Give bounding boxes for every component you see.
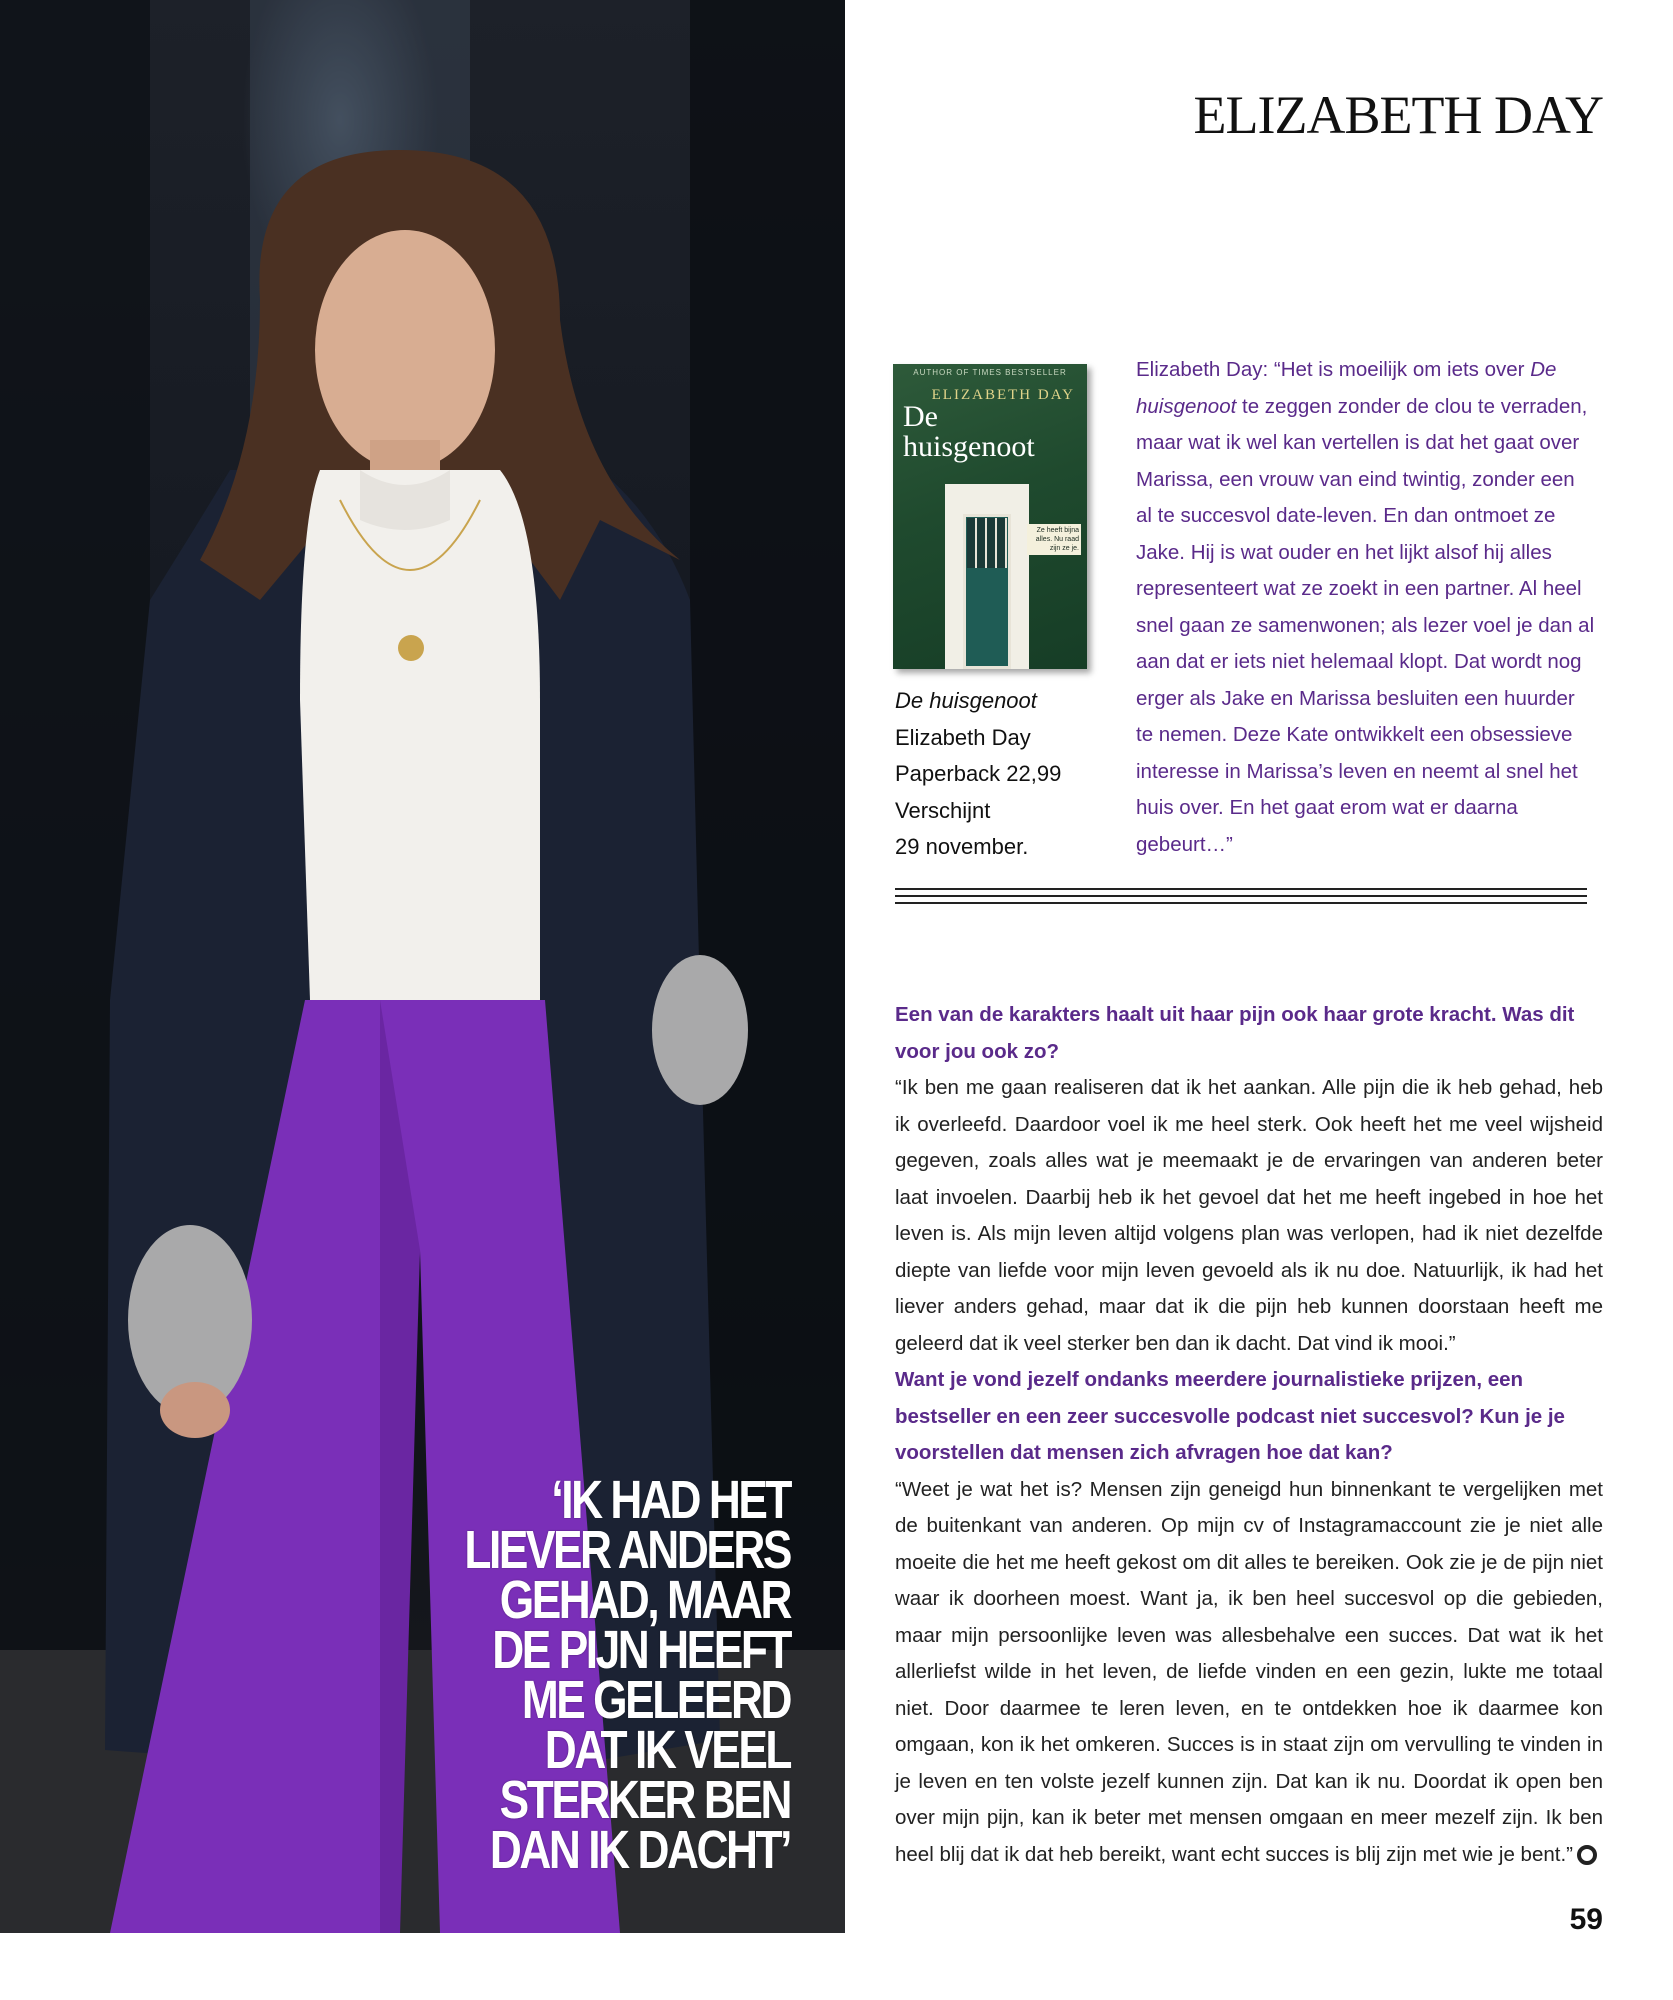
cover-title: [903, 402, 1035, 462]
end-mark-icon: [1577, 1845, 1597, 1865]
cover-author: ELIZABETH DAY: [931, 387, 1075, 403]
answer-1: “Ik ben me gaan realiseren dat ik het aankan. Alle pijn die ik heb gehad, heb ik overleefd. Daardoor voel ik me heel sterk. Ook heeft het me veel wijsheid gegeven, zoals alles wat je meemaakt je de ervaringen van anderen beter laat invoelen. Daarbij heb ik het gevoel dat het me heeft ingebed in hoe het leven is. Als mijn leven altijd volgens plan was verlopen, had ik niet dezelfde diepte van liefde voor mijn leven gevoeld als ik nu doe. Natuurlijk, ik had het liever anders gehad, maar dat ik die pijn heb kunnen doorstaan heeft me geleerd dat ik veel sterker ben dan ik dacht. Dat vind ik mooi.”: [895, 1076, 1603, 1355]
cover-title-line-2: huisgenoot: [903, 430, 1035, 463]
portrait-photo: [0, 0, 845, 1933]
divider-line: [895, 895, 1587, 897]
door-window-illustration: [967, 518, 1007, 568]
answer-2: [895, 1472, 1603, 1874]
intro-part-1: Elizabeth Day: “Het is moeilijk om iets over: [1136, 358, 1531, 381]
book-author: Elizabeth Day: [895, 724, 1031, 750]
cover-title-line-1: De: [903, 400, 938, 433]
cover-tag: Ze heeft bijna alles. Nu raad zijn ze je.: [1027, 524, 1081, 555]
page-number: 59: [1569, 1903, 1603, 1936]
book-format: Paperback 22,99: [895, 761, 1062, 786]
divider-line: [895, 902, 1587, 904]
book-title: De huisgenoot: [895, 688, 1037, 713]
question-1: Een van de karakters haalt uit haar pijn ook haar grote kracht. Was dit voor jou ook zo?: [895, 1003, 1575, 1063]
divider-line: [895, 888, 1587, 890]
intro-book-title: De huisgenoot: [1136, 358, 1557, 418]
question-2: Want je vond jezelf ondanks meerdere journalistieke prijzen, een bestseller en een zeer succesvolle podcast niet succesvol? Kun je je voorstellen dat mensen zich afvragen hoe dat kan?: [895, 1368, 1565, 1464]
cover-tagline: AUTHOR OF TIMES BESTSELLER: [913, 368, 1067, 377]
page-heading: ELIZABETH DAY: [1193, 85, 1603, 145]
book-release-date: 29 november.: [895, 834, 1029, 859]
interview-body: [895, 997, 1603, 1873]
book-release-label: Verschijnt: [895, 797, 991, 823]
book-info: [895, 683, 1095, 866]
pull-quote: ‘IK HAD HET LIEVER ANDERS GEHAD, MAAR DE PIJN HEEFT ME GELEERD DAT IK VEEL STERKER BEN DAN IK DACHT’: [464, 1470, 790, 1880]
answer-2-text: “Weet je wat het is? Mensen zijn geneigd hun binnenkant te vergelijken met de buitenkant van anderen. Op mijn cv of Instagramaccount zie je niet alle moeite die het me heeft gekost om dit alles te bereiken. Ook zie je de pijn niet waar ik doorheen moest. Want ja, ik ben heel succesvol op die gebieden, maar mijn persoonlijke leven was allesbehalve een succes. Dat wat ik het allerliefst wilde in het leven, de liefde vinden en een gezin, lukte me totaal niet. Door daarmee te leren leven, en te ontdekken hoe ik daarmee kon omgaan, kon ik het omkeren. Succes is in staat zijn om vervulling te vinden in je leven en ten volste jezelf kunnen zijn. Dat kan ik nu. Doordat ik open ben over mijn pijn, kan ik beter met mensen omgaan en meer mezelf zijn. Ik ben heel blij dat ik dat heb bereikt, want echt succes is blij zijn met wie je bent.”: [895, 1477, 1603, 1866]
author-intro: [1136, 352, 1596, 863]
book-cover: [893, 364, 1087, 669]
intro-part-2: te zeggen zonder de clou te verraden, maar wat ik wel kan vertellen is dat het gaat over Marissa, een vrouw van eind twintig, zonder een al te succesvol date-leven. En dan ontmoet ze Jake. Hij is wat ouder en het lijkt alsof hij alles representeert wat ze zoekt in een partner. Al heel snel gaan ze samenwonen; als lezer voel je dan al aan dat er iets niet helemaal klopt. Dat wordt nog erger als Jake en Marissa besluiten een huurder te nemen. Deze Kate ontwikkelt een obsessieve interesse in Marissa’s leven en neemt al snel het huis over. En het gaat erom wat er daarna gebeurt…”: [1136, 394, 1595, 856]
